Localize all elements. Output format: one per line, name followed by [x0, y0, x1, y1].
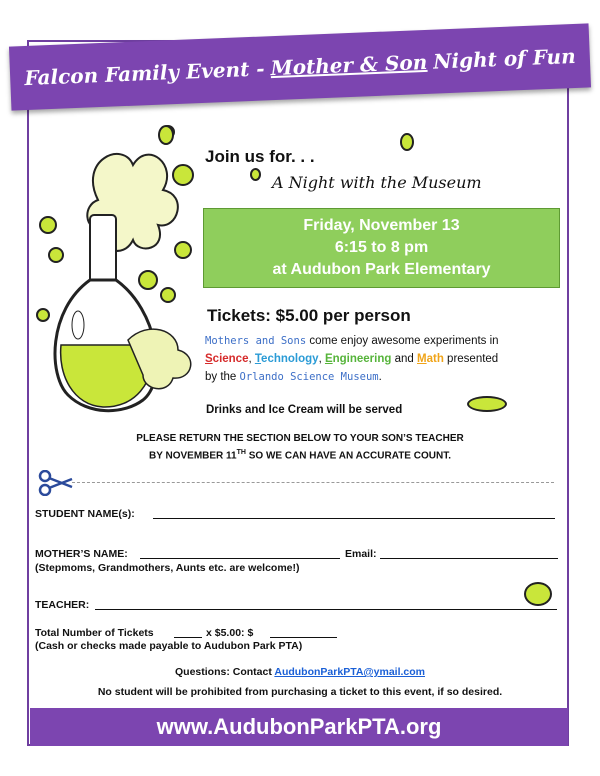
bubble [175, 242, 191, 258]
stem-engineering: Engineering [324, 353, 392, 365]
return-notice [60, 432, 540, 463]
bubble [40, 217, 56, 233]
flask-illustration [28, 120, 208, 420]
no-student-note: No student will be prohibited from purchasing a ticket to this event, if so desired. [97, 686, 503, 698]
event-date: Friday, November 13 [303, 217, 460, 234]
bubble [250, 168, 261, 181]
event-place: at Audubon Park Elementary [272, 261, 491, 278]
teacher-field[interactable] [95, 609, 557, 610]
total-tickets-label: Total Number of Tickets [35, 627, 154, 639]
questions-text: Questions: Contact [174, 666, 272, 678]
banner-suffix: Night of Fun [432, 43, 577, 74]
return-notice-line2: BY NOVEMBER 11TH SO WE CAN HAVE AN ACCURATE COUNT. [149, 449, 451, 462]
join-heading: Join us for. . . [205, 147, 315, 166]
bubble [400, 133, 414, 151]
mother-name-label: MOTHER’S NAME: [35, 548, 128, 560]
footer-website[interactable]: www.AudubonParkPTA.org [156, 714, 442, 739]
cut-line [72, 482, 554, 483]
bubble [173, 165, 193, 185]
email-field[interactable] [380, 558, 558, 559]
footer-website-bar [30, 708, 568, 746]
ticket-count-field[interactable] [174, 637, 202, 638]
bubble [161, 288, 175, 302]
total-price-label: x $5.00: $ [206, 627, 254, 639]
bubble [524, 582, 552, 606]
student-name-field[interactable] [153, 518, 555, 519]
bubble [49, 248, 63, 262]
description-presented: presented [447, 353, 499, 365]
email-label: Email: [345, 548, 377, 560]
description-middle: come enjoy awesome experiments in [309, 335, 499, 347]
bubble [37, 309, 49, 321]
teacher-label: TEACHER: [35, 599, 90, 611]
bubble [139, 271, 157, 289]
contact-email-link[interactable]: AudubonParkPTA@ymail.com [274, 666, 426, 678]
description-end: . [378, 371, 382, 383]
night-subtitle: A Night with the Museum [272, 173, 482, 192]
stem-math: Math [417, 353, 444, 365]
questions-line [40, 666, 560, 678]
flask-neck [90, 215, 116, 285]
description-lead: Mothers and Sons [205, 335, 307, 347]
stem-technology: Technology [254, 353, 319, 365]
bubble [467, 396, 507, 412]
drinks-note: Drinks and Ice Cream will be served [206, 404, 403, 416]
total-amount-field[interactable] [270, 637, 337, 638]
cash-note: (Cash or checks made payable to Audubon Park PTA) [35, 640, 303, 652]
return-notice-line1: PLEASE RETURN THE SECTION BELOW TO YOUR SON’S TEACHER [136, 433, 464, 444]
mother-name-field[interactable] [140, 558, 340, 559]
event-details-box [203, 208, 560, 288]
stem-science: Science [205, 353, 249, 365]
banner-prefix: Falcon Family Event - [23, 56, 266, 91]
event-time: 6:15 to 8 pm [334, 239, 429, 256]
description-by: by the [205, 371, 237, 383]
scissors-icon [38, 470, 74, 496]
description-and: and [394, 353, 414, 365]
description-museum: Orlando Science Museum [239, 371, 379, 383]
banner-underlined: Mother & Son [270, 49, 428, 81]
student-name-label: STUDENT NAME(s): [35, 508, 135, 520]
flask-shine [72, 311, 84, 339]
bubble [158, 125, 174, 145]
stepmoms-note: (Stepmoms, Grandmothers, Aunts etc. are welcome!) [35, 562, 300, 574]
tickets-price: Tickets: $5.00 per person [207, 306, 411, 325]
description-paragraph: Mothers and Sons come enjoy awesome experiments in Science, Technology, Engineering and Math presented by the Orlando Science Museum. [205, 335, 499, 383]
